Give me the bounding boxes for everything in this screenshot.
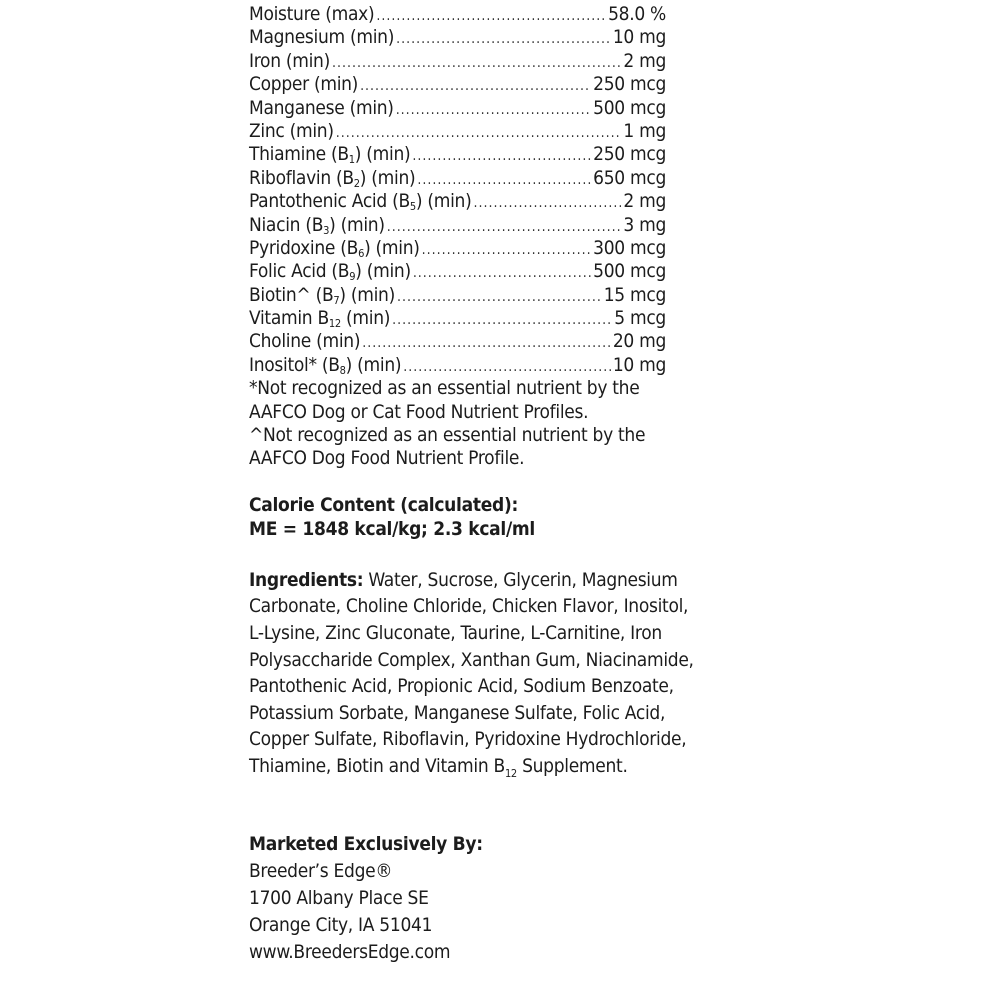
ingredients-label: Ingredients: — [249, 568, 364, 591]
nutrient-name-text: Biotin^ (B — [249, 283, 334, 306]
nutrient-name-suffix: ) (min) — [345, 353, 402, 376]
nutrient-name-suffix: ) (min) — [329, 213, 385, 236]
nutrient-name — [249, 330, 360, 353]
nutrient-value: 2 mg — [623, 190, 666, 213]
nutrient-subscript: 8 — [339, 363, 346, 377]
calorie-content — [249, 493, 709, 541]
nutrient-value: 2 mg — [623, 49, 666, 72]
nutrient-subscript: 5 — [409, 200, 416, 214]
dot-leader — [422, 239, 592, 262]
nutrient-name-text: Zinc (min) — [249, 119, 334, 142]
nutrient-name — [249, 167, 415, 190]
nutrient-name — [249, 73, 358, 96]
analysis-row — [249, 167, 666, 190]
nutrient-name-text: Iron (min) — [249, 49, 330, 72]
dot-leader — [332, 52, 621, 75]
nutrient-subscript: 2 — [353, 176, 360, 190]
nutrient-name-text: Pantothenic Acid (B — [249, 190, 410, 213]
nutrient-name-text: Magnesium (min) — [249, 26, 395, 49]
nutrient-value: 5 mcg — [614, 307, 666, 330]
calorie-value: ME = 1848 kcal/kg; 2.3 kcal/ml — [249, 517, 535, 540]
calorie-heading: Calorie Content (calculated): — [249, 493, 518, 516]
analysis-row — [249, 214, 666, 237]
marketer-block — [249, 831, 709, 965]
nutrient-subscript: 9 — [349, 270, 356, 284]
dot-leader — [396, 28, 611, 51]
analysis-row — [249, 330, 666, 353]
dot-leader — [473, 192, 621, 215]
nutrient-name-text: Vitamin B — [249, 307, 329, 330]
nutrient-value: 3 mg — [623, 213, 666, 236]
footnote-inositol: *Not recognized as an essential nutrient by the AAFCO Dog or Cat Food Nutrient Profiles. — [249, 377, 640, 423]
marketer-website[interactable]: www.BreedersEdge.com — [249, 940, 451, 963]
analysis-row — [249, 237, 666, 260]
nutrient-name-suffix: ) (min) — [354, 143, 411, 166]
ingredients-text: Water, Sucrose, Glycerin, Magnesium Carbonate, Choline Chloride, Chicken Flavor, Inositol, L-Lysine, Zinc Gluconate, Taurine, L-Carnitine, Iron Polysaccharide Complex, Xanthan Gum, Niacinamide, Pantothenic Acid, Propionic Acid, Sodium Benzoate, Potassium Sorbate, Manganese Sulfate, Folic Acid, Copper Sulfate, Riboflavin, Pyridoxine Hydrochloride, Thiamine, Biotin and Vitamin B — [249, 568, 694, 778]
analysis-row — [249, 26, 666, 49]
footnote-biotin: ^Not recognized as an essential nutrient by the AAFCO Dog Food Nutrient Profile. — [249, 424, 646, 470]
nutrient-subscript: 3 — [323, 223, 330, 237]
marketer-city: Orange City, IA 51041 — [249, 913, 433, 936]
analysis-row — [249, 50, 666, 73]
nutrient-name-text: Copper (min) — [249, 73, 359, 96]
nutrient-value: 250 mcg — [593, 73, 666, 96]
nutrient-name — [249, 97, 394, 120]
nutrient-name — [249, 50, 330, 73]
analysis-row — [249, 307, 666, 330]
nutrient-value: 500 mcg — [593, 96, 666, 119]
analysis-row — [249, 354, 666, 377]
nutrient-name-suffix: ) (min) — [355, 260, 411, 283]
nutrient-name-suffix: ) (min) — [359, 166, 416, 189]
analysis-row — [249, 120, 666, 143]
nutrient-name-text: Choline (min) — [249, 330, 361, 353]
nutrient-name — [249, 120, 334, 143]
nutrient-name — [249, 237, 420, 260]
analysis-row — [249, 284, 666, 307]
nutrient-name-suffix: ) (min) — [364, 236, 420, 259]
nutrient-name-text: Pyridoxine (B — [249, 236, 359, 259]
marketer-company: Breeder’s Edge® — [249, 860, 393, 883]
dot-leader — [376, 5, 606, 28]
analysis-row — [249, 143, 666, 166]
nutrient-value: 58.0 % — [608, 3, 666, 25]
marketer-street: 1700 Albany Place SE — [249, 887, 429, 910]
dot-leader — [413, 262, 591, 285]
analysis-row — [249, 190, 666, 213]
ingredients-subscript: 12 — [504, 766, 517, 780]
dot-leader — [387, 216, 622, 239]
analysis-row — [249, 73, 666, 96]
nutrient-name — [249, 214, 385, 237]
dot-leader — [336, 122, 622, 145]
ingredients-tail: Supplement. — [516, 755, 628, 778]
nutrient-subscript: 7 — [333, 293, 340, 307]
nutrient-value: 1 mg — [623, 119, 666, 142]
nutrient-subscript: 1 — [348, 153, 355, 167]
marketer-heading: Marketed Exclusively By: — [249, 833, 483, 856]
nutrient-name — [249, 307, 390, 330]
guaranteed-analysis-table — [249, 3, 666, 377]
nutrition-label-panel — [249, 0, 709, 965]
dot-leader — [403, 356, 611, 379]
ingredients-paragraph — [249, 567, 701, 788]
nutrient-name-suffix: (min) — [340, 307, 391, 330]
nutrient-name-text: Niacin (B — [249, 213, 324, 236]
nutrient-name — [249, 354, 401, 377]
analysis-row — [249, 97, 666, 120]
nutrient-name — [249, 260, 411, 283]
dot-leader — [360, 75, 591, 98]
analysis-row — [249, 260, 666, 283]
nutrient-subscript: 12 — [328, 317, 341, 331]
nutrient-name-text: Inositol* (B — [249, 353, 340, 376]
analysis-row — [249, 3, 666, 26]
nutrient-value: 20 mg — [612, 330, 666, 353]
nutrient-value: 10 mg — [612, 353, 666, 376]
nutrient-name-text: Thiamine (B — [249, 143, 349, 166]
dot-leader — [417, 169, 591, 192]
nutrient-name-text: Moisture (max) — [249, 3, 375, 25]
dot-leader — [362, 332, 611, 355]
nutrient-value: 500 mcg — [593, 260, 666, 283]
nutrient-name-suffix: ) (min) — [339, 283, 395, 306]
nutrient-name — [249, 284, 395, 307]
dot-leader — [396, 99, 591, 122]
nutrient-value: 300 mcg — [593, 236, 666, 259]
nutrient-value: 15 mcg — [603, 283, 666, 306]
dot-leader — [392, 309, 612, 332]
nutrient-name-text: Manganese (min) — [249, 96, 394, 119]
nutrient-value: 250 mcg — [593, 143, 666, 166]
nutrient-name — [249, 190, 471, 213]
dot-leader — [412, 145, 591, 168]
nutrient-name-suffix: ) (min) — [415, 190, 472, 213]
nutrient-name-text: Riboflavin (B — [249, 166, 354, 189]
nutrient-name-text: Folic Acid (B — [249, 260, 350, 283]
nutrient-value: 650 mcg — [593, 166, 666, 189]
nutrient-name — [249, 143, 410, 166]
nutrient-name — [249, 26, 394, 49]
nutrient-value: 10 mg — [612, 26, 666, 49]
dot-leader — [397, 286, 602, 309]
nutrient-name — [249, 3, 374, 26]
nutrient-subscript: 6 — [358, 246, 365, 260]
